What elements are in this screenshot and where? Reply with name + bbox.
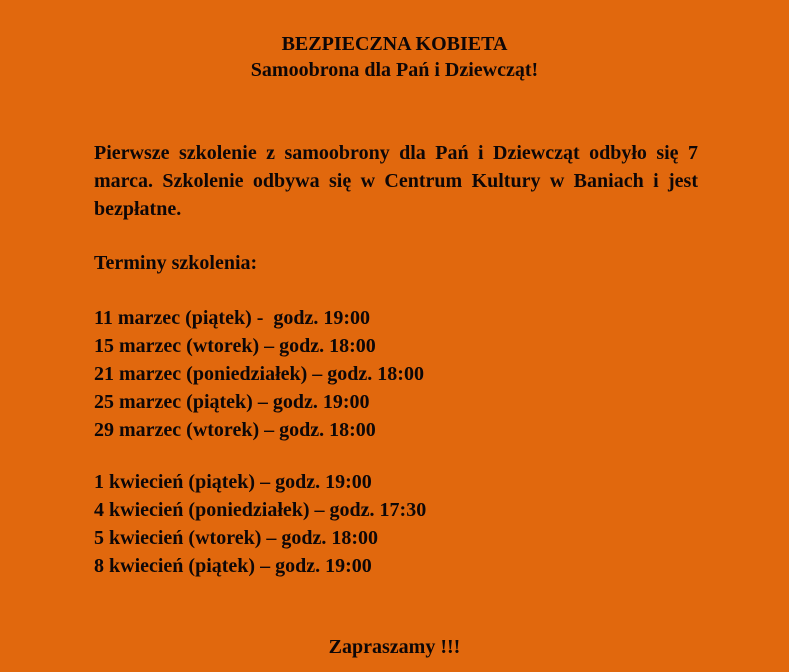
schedule-item: 1 kwiecień (piątek) – godz. 19:00 (94, 471, 372, 493)
page-subtitle: Samoobrona dla Pań i Dziewcząt! (250, 59, 539, 81)
invitation-footer: Zapraszamy !!! (328, 636, 461, 658)
march-schedule (94, 304, 424, 444)
schedule-item: 11 marzec (piątek) - godz. 19:00 (94, 307, 371, 329)
april-schedule (94, 468, 426, 580)
terms-heading: Terminy szkolenia: (94, 252, 258, 274)
schedule-item: 4 kwiecień (poniedziałek) – godz. 17:30 (94, 499, 427, 521)
page-header (0, 31, 789, 83)
schedule-item: 8 kwiecień (piątek) – godz. 19:00 (94, 555, 372, 577)
schedule-item: 21 marzec (poniedziałek) – godz. 18:00 (94, 363, 424, 385)
schedule-item: 15 marzec (wtorek) – godz. 18:00 (94, 335, 376, 357)
page-title: BEZPIECZNA KOBIETA (281, 33, 508, 55)
schedule-item: 29 marzec (wtorek) – godz. 18:00 (94, 419, 376, 441)
intro-paragraph: Pierwsze szkolenie z samoobrony dla Pań i Dziewcząt odbyło się 7 marca. Szkolenie odbywa się w Centrum Kultury w Baniach i jest bezpłatne. (94, 142, 698, 220)
schedule-item: 5 kwiecień (wtorek) – godz. 18:00 (94, 527, 379, 549)
schedule-item: 25 marzec (piątek) – godz. 19:00 (94, 391, 370, 413)
